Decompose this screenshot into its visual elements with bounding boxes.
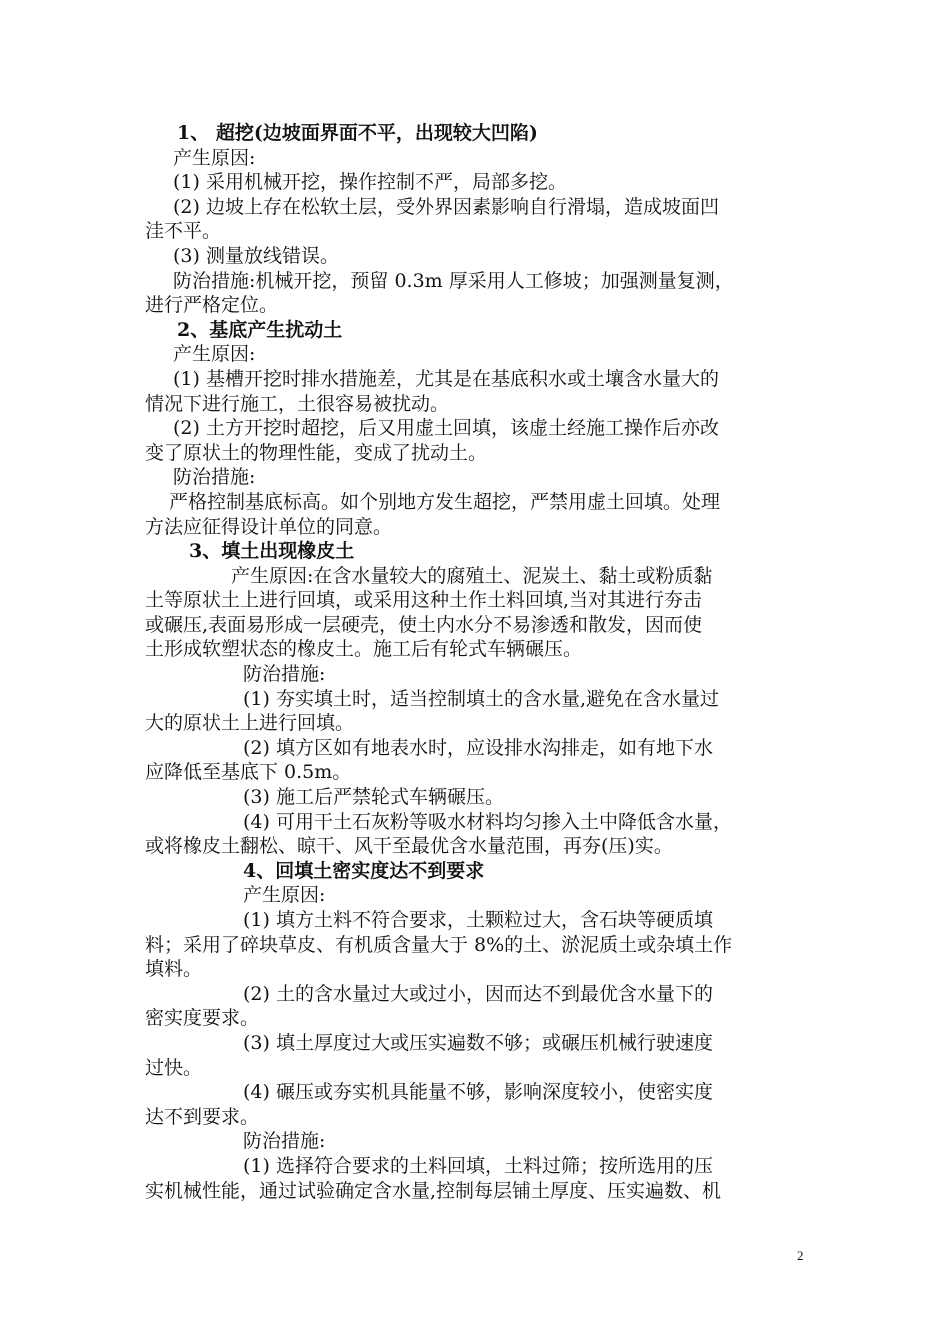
paragraph-line: (4) 可用干土石灰粉等吸水材料均匀掺入土中降低含水量，	[243, 810, 732, 833]
paragraph-line: 方法应征得设计单位的同意。	[145, 515, 393, 538]
paragraph-line: 进行严格定位。	[145, 294, 279, 317]
paragraph-line: 防治措施:	[243, 1130, 326, 1153]
paragraph-line: 洼不平。	[145, 220, 222, 243]
paragraph-line: (2) 边坡上存在松软土层，受外界因素影响自行滑塌，造成坡面凹	[173, 195, 719, 218]
paragraph-line: (2) 土方开挖时超挖，后又用虚土回填，该虚土经施工操作后亦改	[173, 417, 719, 440]
paragraph-line: 应降低至基底下 0.5m。	[145, 761, 352, 784]
paragraph-line: 过快。	[145, 1056, 203, 1079]
paragraph-line: (2) 填方区如有地表水时，应设排水沟排走，如有地下水	[243, 736, 713, 759]
paragraph-line: 填料。	[145, 958, 203, 981]
paragraph-line: 土形成软塑状态的橡皮土。施工后有轮式车辆碾压。	[145, 638, 583, 661]
heading-4: 4、回填土密实度达不到要求	[243, 859, 485, 882]
paragraph-line: 或将橡皮土翻松、晾干、风干至最优含水量范围，再夯(压)实。	[145, 835, 673, 858]
paragraph-line: 严格控制基底标高。如个别地方发生超挖，严禁用虚土回填。处理	[169, 490, 721, 513]
heading-3: 3、填土出现橡皮土	[189, 540, 355, 563]
paragraph-line: (1) 选择符合要求的土料回填，土料过筛；按所选用的压	[243, 1154, 713, 1177]
page-number: 2	[797, 1248, 804, 1263]
paragraph-line: (1) 填方土料不符合要求，土颗粒过大，含石块等硬质填	[243, 909, 713, 931]
paragraph-line: (1) 采用机械开挖，操作控制不严，局部多挖。	[173, 171, 567, 194]
paragraph-line: 产生原因:在含水量较大的腐殖土、泥炭土、黏土或粉质黏	[231, 564, 713, 587]
paragraph-line: 变了原状土的物理性能，变成了扰动土。	[145, 441, 488, 464]
paragraph-line: 或碾压,表面易形成一层硬壳，使土内水分不易渗透和散发，因而使	[145, 613, 703, 636]
paragraph-line: (1) 基槽开挖时排水措施差，尤其是在基底积水或土壤含水量大的	[173, 367, 719, 390]
paragraph-line: 防治措施:	[173, 466, 256, 489]
document-body	[145, 121, 825, 1203]
paragraph-line: 防治措施:机械开挖，预留 0.3m 厚采用人工修坡；加强测量复测，	[173, 269, 734, 292]
paragraph-line: (4) 碾压或夯实机具能量不够，影响深度较小，使密实度	[243, 1081, 713, 1104]
paragraph-line: 大的原状土上进行回填。	[145, 712, 355, 735]
paragraph-line: (3) 施工后严禁轮式车辆碾压。	[243, 786, 504, 809]
paragraph-line: 料；采用了碎块草皮、有机质含量大于 8%的土、淤泥质土或杂填土作	[145, 933, 733, 956]
paragraph-line: (2) 土的含水量过大或过小，因而达不到最优含水量下的	[243, 982, 713, 1005]
paragraph-line: 防治措施:	[243, 663, 326, 686]
paragraph-line: 产生原因:	[173, 146, 256, 169]
paragraph-line: 土等原状土上进行回填，或采用这种土作土料回填,当对其进行夯击	[145, 589, 703, 612]
paragraph-line: (1) 夯实填土时，适当控制填土的含水量,避免在含水量过	[243, 687, 719, 710]
paragraph-line: (3) 填土厚度过大或压实遍数不够；或碾压机械行驶速度	[243, 1031, 713, 1054]
paragraph-line: (3) 测量放线错误。	[173, 244, 339, 267]
paragraph-line: 情况下进行施工，土很容易被扰动。	[145, 392, 450, 415]
paragraph-line: 产生原因:	[243, 884, 326, 907]
paragraph-line: 产生原因:	[173, 343, 256, 366]
paragraph-line: 密实度要求。	[145, 1007, 260, 1030]
paragraph-line: 达不到要求。	[145, 1105, 260, 1128]
heading-2: 2、基底产生扰动土	[177, 318, 343, 341]
heading-1: 1、 超挖(边坡面界面不平，出现较大凹陷)	[177, 122, 538, 144]
paragraph-line: 实机械性能，通过试验确定含水量,控制每层铺土厚度、压实遍数、机	[145, 1179, 722, 1202]
